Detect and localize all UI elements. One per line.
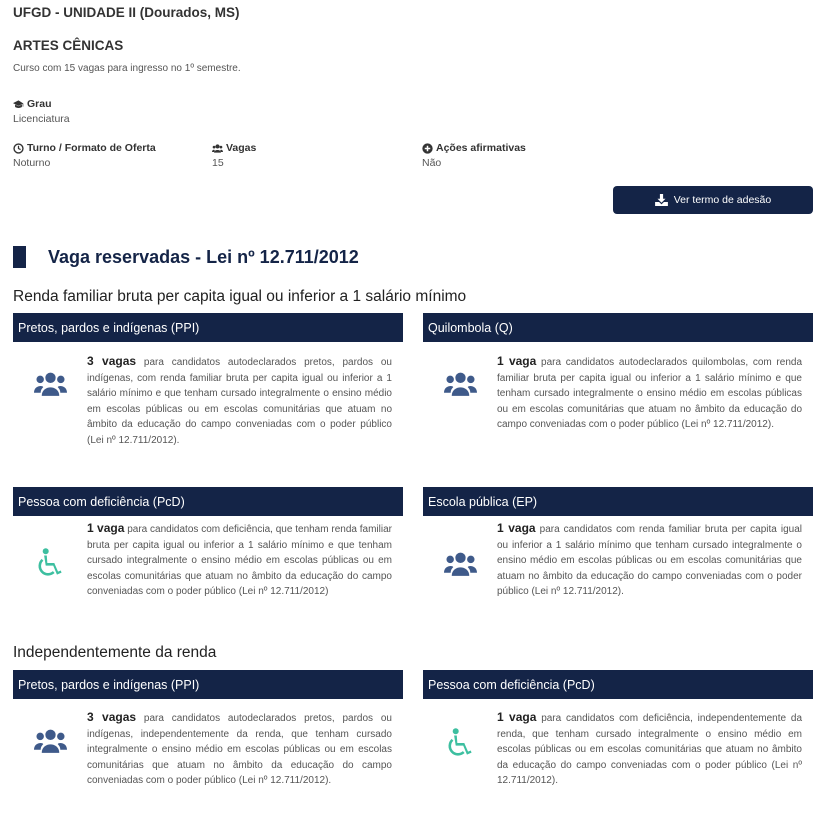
group-title-renda: Renda familiar bruta per capita igual ou inferior a 1 salário mínimo — [13, 288, 467, 305]
card-pcd-renda — [13, 487, 403, 600]
card-text: para candidatos autodeclarados quilombolas, com renda familiar bruta per capita igual ou inferior a 1 salário mínimo e que tenham cursado integralmente o ensino médio em escolas públicas ou em escolas comunitárias que atuam no âmbito da educação do campo conveniadas com o poder público (Lei nº 12.711/2012). — [497, 357, 802, 431]
card-description — [497, 710, 813, 789]
card-text: para candidatos autodeclarados pretos, pardos ou indígenas, independentemente da renda, que tenham cursado integralmente o ensino médio em escolas públicas ou em escolas comunitárias que atuam no âmbito da educação do campo conveniadas com o poder público (Lei nº 12.711/2012). — [87, 713, 392, 787]
acoes-value: Não — [422, 157, 442, 169]
course-description: Curso com 15 vagas para ingresso no 1º semestre. — [13, 63, 241, 74]
card-description — [497, 521, 813, 600]
card-text: para candidatos com deficiência, que tenham renda familiar bruta per capita igual ou inferior a 1 salário mínimo e que tenham cursado integralmente o ensino médio em escolas públicas ou em escolas comunitárias que atuam no âmbito da educação do campo conveniadas com o poder público (Lei nº 12.711/2012) — [87, 524, 392, 598]
vagas-value: 15 — [212, 157, 224, 169]
ver-termo-adesao-label: Ver termo de adesão — [673, 194, 772, 206]
users-icon — [444, 370, 477, 397]
card-description — [497, 354, 813, 433]
card-description — [87, 521, 403, 600]
group-title-independente: Independentemente da renda — [13, 644, 217, 661]
turno-value: Noturno — [13, 157, 51, 169]
clock-icon — [13, 143, 24, 154]
card-text: para candidatos com deficiência, independentemente da renda, que tenham cursado integralmente o ensino médio em escolas públicas ou em escolas comunitárias que atuam no âmbito da educação do campo conveniadas com o poder público (Lei nº 12.711/2012). — [497, 713, 803, 787]
section-bar — [13, 246, 26, 268]
turno-label: Turno / Formato de Oferta — [27, 142, 156, 154]
section-heading — [13, 246, 359, 268]
field-vagas — [212, 142, 256, 169]
wheelchair-icon — [37, 548, 63, 578]
card-title: Quilombola (Q) — [423, 313, 813, 342]
card-ppi-renda — [13, 313, 403, 449]
vagas-count: 1 vaga — [87, 521, 125, 535]
ver-termo-adesao-button[interactable] — [613, 186, 813, 214]
wheelchair-icon — [447, 728, 473, 758]
card-description — [87, 710, 403, 789]
course-name: ARTES CÊNICAS — [13, 38, 124, 53]
card-description — [87, 354, 403, 449]
acoes-label: Ações afirmativas — [436, 142, 526, 154]
vagas-count: 1 vaga — [497, 521, 536, 535]
users-icon — [34, 370, 67, 397]
card-quilombola-renda — [423, 313, 813, 433]
vagas-count: 1 vaga — [497, 710, 537, 724]
card-title: Pretos, pardos e indígenas (PPI) — [13, 313, 403, 342]
card-pcd-independente — [423, 670, 813, 789]
card-title: Escola pública (EP) — [423, 487, 813, 516]
vagas-count: 1 vaga — [497, 354, 537, 368]
university-title: UFGD - UNIDADE II (Dourados, MS) — [13, 5, 240, 20]
users-icon — [212, 143, 223, 154]
card-ppi-independente — [13, 670, 403, 789]
grau-label: Grau — [27, 98, 52, 110]
field-acoes-afirmativas — [422, 142, 526, 169]
field-turno — [13, 142, 156, 169]
vagas-count: 3 vagas — [87, 710, 137, 724]
graduation-cap-icon — [13, 99, 24, 110]
card-title: Pessoa com deficiência (PcD) — [423, 670, 813, 699]
vagas-count: 3 vagas — [87, 354, 137, 368]
card-text: para candidatos autodeclarados pretos, pardos ou indígenas, com renda familiar bruta per capita igual ou inferior a 1 salário mínimo e que tenham cursado integralmente o ensino médio em escolas públicas ou em escolas comunitárias que atuam no âmbito da educação do campo conveniadas com o poder público (Lei nº 12.711/2012). — [87, 357, 392, 446]
card-text: para candidatos com renda familiar bruta per capita igual ou inferior a 1 salário mínimo que tenham cursado integralmente o ensino médio em escolas públicas ou em escolas comunitárias que atuam no âmbito da educação do campo conveniadas com o poder público (Lei nº 12.711/2012). — [497, 524, 802, 598]
card-title: Pretos, pardos e indígenas (PPI) — [13, 670, 403, 699]
users-icon — [34, 727, 67, 754]
vagas-label: Vagas — [226, 142, 257, 154]
users-icon — [444, 550, 477, 577]
field-grau — [13, 98, 70, 125]
plus-circle-icon — [422, 143, 433, 154]
card-ep-renda — [423, 487, 813, 600]
section-title: Vaga reservadas - Lei nº 12.711/2012 — [48, 246, 359, 267]
grau-value: Licenciatura — [13, 113, 70, 125]
download-icon — [655, 194, 668, 206]
card-title: Pessoa com deficiência (PcD) — [13, 487, 403, 516]
